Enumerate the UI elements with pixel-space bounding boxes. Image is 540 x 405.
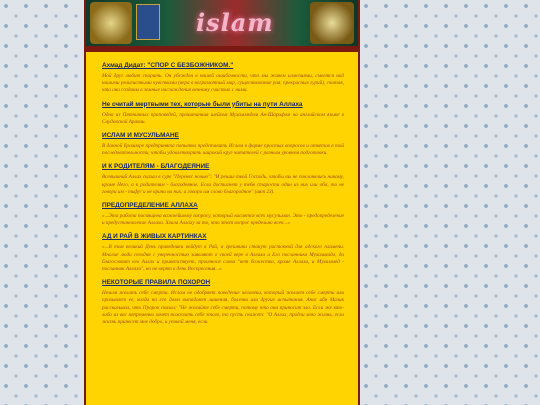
muhammad-calligraphy-icon <box>310 2 354 44</box>
article-link-3[interactable]: ИСЛАМ И МУСУЛЬМАНЕ <box>102 132 179 140</box>
banner-title: islam <box>196 8 274 37</box>
article-link-7[interactable]: НЕКОТОРЫЕ ПРАВИЛА ПОХОРОН <box>102 279 211 287</box>
article-link-5[interactable]: ПРЕДОПРЕДЕЛЕНИЕ АЛЛАХА <box>102 202 198 210</box>
article-link-2[interactable]: Не считай мертвыми тех, которые были убиты на пути Аллаха <box>102 100 303 108</box>
article-link-1[interactable]: Ахмад Дидат: "СПОР С БЕЗБОЖНИКОМ." <box>102 62 234 69</box>
site-banner <box>86 0 358 46</box>
article-summary-7: Нельзя желать себе смерти. Ислам не одобряет поведение человека, который желает себе смерти или призывает ее, когда на его долю выпадают лишения, болезни или другие испытания. Анас ибн Малик рассказывал, что Пророк сказал: "Не желайте себе смерти, потому что она приносит зло. Если же кто-либо из вас непременно хочет пожелать себе этого, то пусть скажет: "О Аллах, продли мою жизнь, если жизнь принесет мне добро, и упокой меня, если <box>102 290 344 326</box>
article-summary-2: Одна из Пятничных проповедей, прочитанная шейхом Мухаммедом Ан-Шарифом на английском языке в Саудовской Аравии. <box>102 111 344 125</box>
article-summary-4: Всевышний Аллах сказал в суре "Перенес ночью": "И решил твой Господь, чтобы вы не поклонялись никому, кроме Него, а к родителям - благодеяние. Если достигнет у тебя старости один из них или оба, то не говори им - тьфу! и не кричи на них, а говори им слово благородное" (аят 23). <box>102 174 344 195</box>
article-summary-3: В данной брошюре предпринята попытка представить Ислам в форме простых вопросов и ответов в той последовательности, чтобы удовлетворить широкий круг читателей с разным уровнем подготовки. <box>102 143 344 157</box>
article-summary-5: «...Эта работа посвящена важнейшему вопросу, который касается всех мусульман. Это - предопределение и предустановление Аллаха. Хвала Аллаху за то, что этот вопрос предельно ясен...» <box>102 213 344 227</box>
article-summary-6: «...В том великий День праведники войдут в Рай, а грешники станут растопкой для адского пламени. Многие люди сегодня с уверенностью заявляют о своей вере в Аллаха и Его посланника Мухаммада, да благословит его Аллах и приветствует, произнося слова "нет божества, кроме Аллаха, и Мухаммед - посланник Аллаха", но не верят в день Воскресения...» <box>102 244 344 273</box>
allah-calligraphy-icon <box>90 2 132 44</box>
content-column <box>84 0 360 405</box>
article-summary-1: Мой друг любит спорить. Он убежден в нашей ошибочности, что мы живем иллюзиями, смеется над нашими религиозными чувствами (вера в неграмотный мир, существование рая, прекрасных гурий), считая, что они созданы в земные наслаждения вечному счастью с ними. <box>102 73 344 94</box>
article-list <box>86 52 358 326</box>
article-link-4[interactable]: И К РОДИТЕЛЯМ - БЛАГОДЕЯНИЕ <box>102 163 210 171</box>
article-link-6[interactable]: АД И РАЙ В ЖИВЫХ КАРТИНКАХ <box>102 233 207 241</box>
quran-book-icon <box>136 4 160 40</box>
